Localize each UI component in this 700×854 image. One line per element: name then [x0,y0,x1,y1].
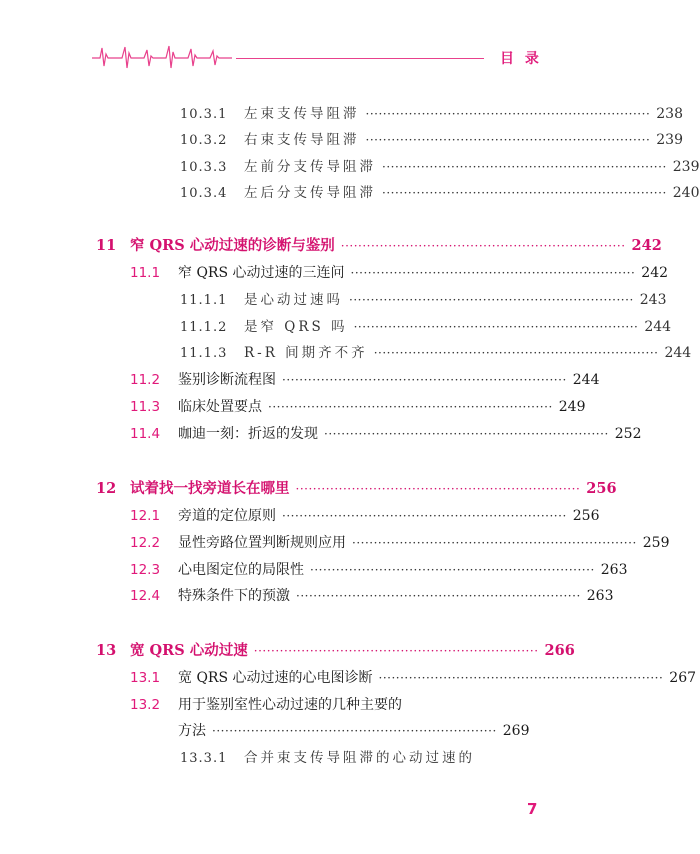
entry-title: 右束支传导阻滞 [244,132,360,148]
section-title: 特殊条件下的预激 [178,588,290,604]
section-number: 11.4 [130,426,161,442]
section-title: 心电图定位的局限性 [178,562,304,578]
section-title: 咖迪一刻：折返的发现 [178,426,318,442]
toc-entry[interactable] [130,670,697,686]
toc-entry[interactable] [180,132,683,149]
entry-title: 左前分支传导阻滞 [244,159,376,175]
leader-dots: ·································································· [378,671,664,685]
leader-dots: ·································································· [365,107,651,121]
entry-number: 11.1.3 [180,346,228,361]
toc-chapter-entry[interactable] [96,642,575,659]
section-page: 244 [572,372,600,388]
section-page: 267 [669,670,697,686]
section-page: 252 [614,426,642,442]
entry-title: 左束支传导阻滞 [244,106,360,122]
toc-chapter-entry[interactable] [96,237,662,254]
toc-entry[interactable] [180,159,700,176]
chapter-number: 12 [96,480,117,497]
section-title: 宽 QRS 心动过速的心电图诊断 [178,670,373,686]
page-header [0,0,607,80]
leader-dots: ·································································· [212,724,497,738]
entry-page: 244 [644,319,672,335]
toc-entry[interactable] [130,697,520,713]
ecg-heartbeat-line-icon [92,44,232,70]
section-title: 用于鉴别室性心动过速的几种主要的 [178,697,402,713]
section-title: 显性旁路位置判断规则应用 [178,535,346,551]
section-number: 11.2 [130,372,161,388]
leader-dots: ·································································· [373,346,659,360]
chapter-title: 宽 QRS 心动过速 [130,642,248,659]
section-page: 256 [572,508,600,524]
toc-entry[interactable] [180,345,692,362]
toc-entry[interactable] [130,265,669,281]
section-number: 12.3 [130,562,161,578]
toc-entry[interactable] [130,535,670,551]
toc-chapter-entry[interactable] [96,480,617,497]
leader-dots: ·································································· [382,160,667,174]
leader-dots: ·································································· [353,320,639,334]
toc-entry[interactable] [130,508,600,524]
entry-number: 10.3.2 [180,133,228,148]
toc-entry[interactable] [130,562,628,578]
header-rule [236,58,484,59]
entry-page: 238 [656,106,683,122]
entry-number: 10.3.1 [180,107,228,122]
page-title: 目 录 [500,51,542,67]
toc-entry[interactable] [180,106,683,123]
entry-title: 合并束支传导阻滞的心动过速的 [244,750,475,766]
entry-title: R-R 间期齐不齐 [244,345,368,361]
entry-number: 11.1.1 [180,293,228,308]
section-number: 11.1 [130,265,161,281]
leader-dots: ·································································· [352,536,637,550]
entry-number: 10.3.3 [180,160,228,175]
toc-entry[interactable] [180,750,520,767]
section-title-continued: 方法 [178,723,206,739]
entry-page: 239 [656,132,683,148]
entry-title: 是心动过速吗 [244,292,343,308]
entry-number: 11.1.2 [180,320,228,335]
section-number: 12.1 [130,508,161,524]
section-number: 13.1 [130,670,161,686]
chapter-page: 256 [586,480,617,497]
entry-page: 244 [664,345,692,361]
leader-dots: ·································································· [282,509,567,523]
toc-entry[interactable] [180,319,672,336]
entry-number: 13.3.1 [180,751,228,766]
chapter-number: 13 [96,642,117,659]
toc-entry[interactable] [130,588,614,604]
section-title: 临床处置要点 [178,399,262,415]
toc-entry[interactable] [180,185,700,202]
section-page: 249 [558,399,586,415]
section-title: 旁道的定位原则 [178,508,276,524]
section-number: 12.2 [130,535,161,551]
toc-entry[interactable] [130,426,642,442]
chapter-title: 试着找一找旁道长在哪里 [130,480,290,497]
leader-dots: ·································································· [382,186,667,200]
section-number: 13.2 [130,697,161,713]
leader-dots: ·································································· [349,293,634,307]
toc-entry[interactable] [130,372,600,388]
section-title: 窄 QRS 心动过速的三连问 [178,265,345,281]
leader-dots: ·································································· [295,482,581,496]
leader-dots: ·································································· [350,266,636,280]
section-page: 263 [586,588,614,604]
leader-dots: ·································································· [310,563,595,577]
section-number: 11.3 [130,399,161,415]
section-page: 269 [502,723,530,739]
leader-dots: ·································································· [296,589,581,603]
leader-dots: ·································································· [365,133,651,147]
page-number: 7 [527,800,538,818]
leader-dots: ·································································· [282,373,567,387]
toc-entry[interactable] [180,292,667,309]
section-page: 263 [600,562,628,578]
section-title: 鉴别诊断流程图 [178,372,276,388]
entry-page: 239 [672,159,700,175]
leader-dots: ·································································· [324,427,609,441]
leader-dots: ·································································· [253,644,539,658]
toc-entry[interactable] [130,399,586,415]
entry-title: 是窄 QRS 吗 [244,319,348,335]
chapter-title: 窄 QRS 心动过速的诊断与鉴别 [130,237,335,254]
entry-page: 243 [639,292,667,308]
leader-dots: ·································································· [268,400,553,414]
section-page: 242 [641,265,669,281]
section-number: 12.4 [130,588,161,604]
chapter-page: 242 [631,237,662,254]
section-page: 259 [642,535,670,551]
chapter-page: 266 [544,642,575,659]
entry-title: 左后分支传导阻滞 [244,185,376,201]
entry-number: 10.3.4 [180,186,228,201]
chapter-number: 11 [96,237,117,254]
toc-entry-continuation[interactable] [178,723,530,739]
entry-page: 240 [672,185,700,201]
leader-dots: ·································································· [340,239,626,253]
